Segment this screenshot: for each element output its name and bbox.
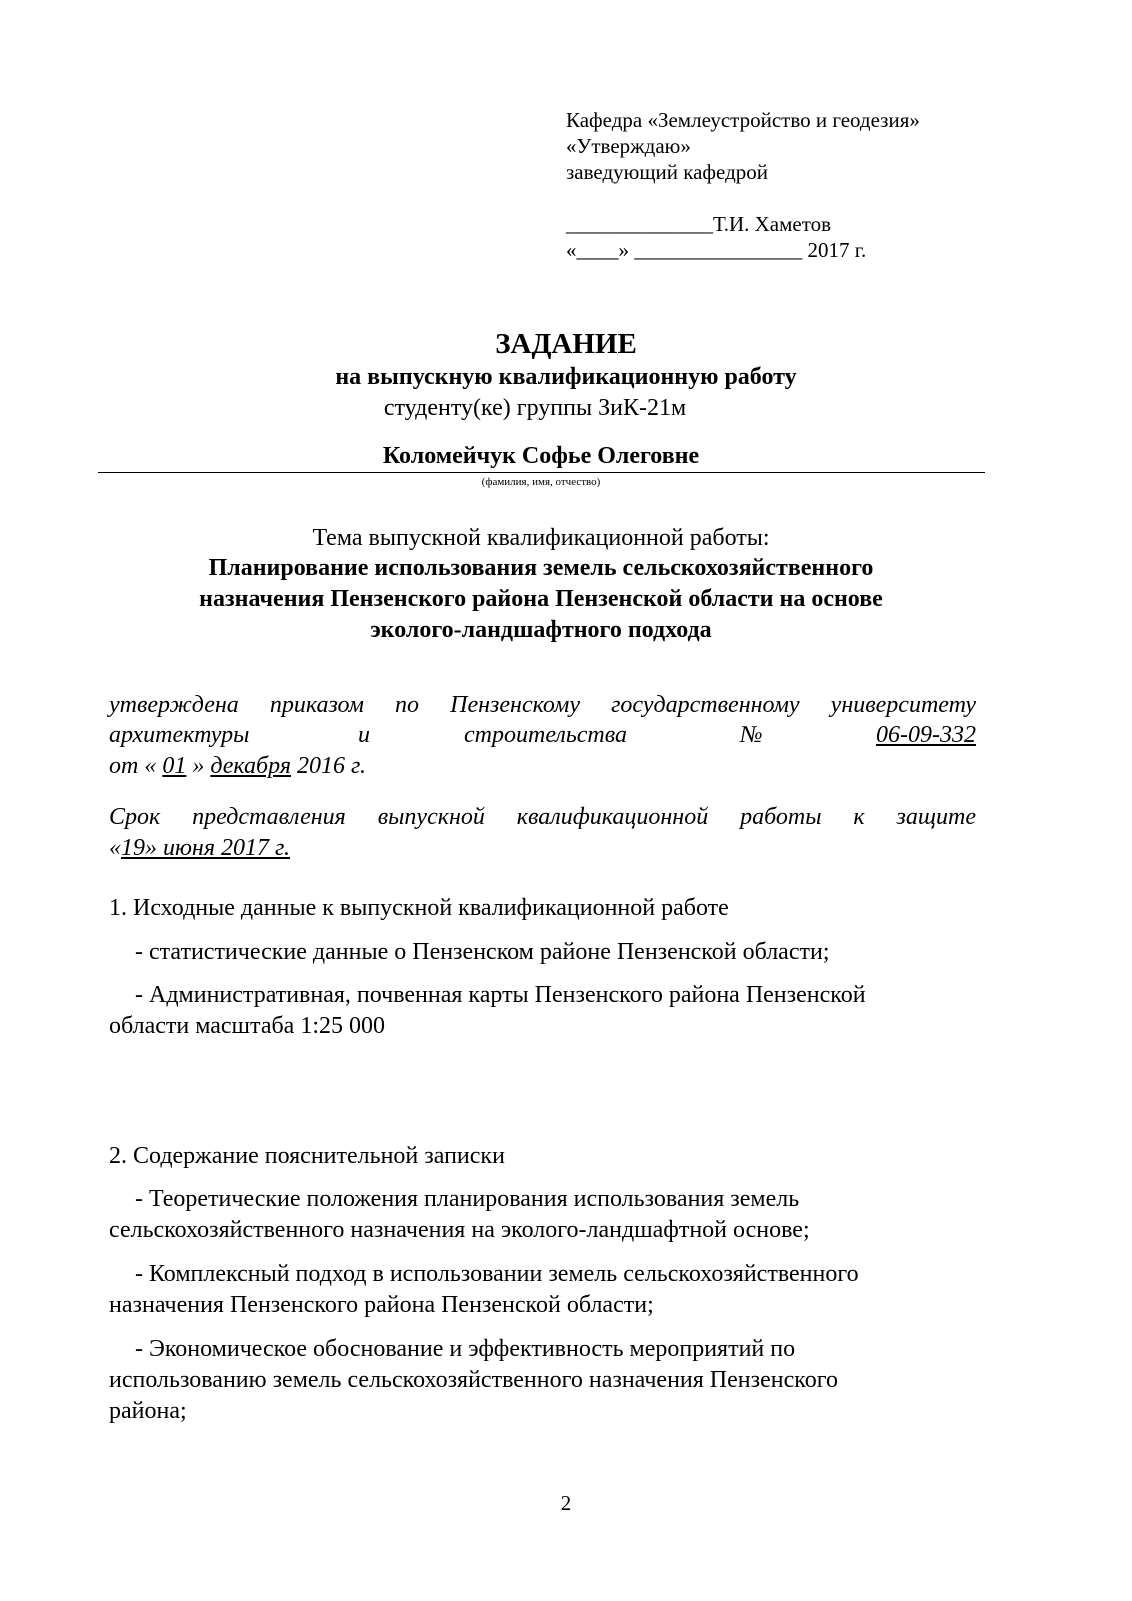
student-name: Коломейчук Софье Олеговне	[382, 443, 700, 469]
name-caption: (фамилия, имя, отчество)	[481, 476, 601, 488]
section2-item-3-line-2: использованию земель сельскохозяйственного назначения Пензенского	[109, 1367, 838, 1393]
order-year: 2016 г.	[296, 753, 367, 779]
section2-item-2-line-1: - Комплексный подход в использовании земель сельскохозяйственного	[135, 1261, 859, 1287]
deadline-date-line	[109, 833, 290, 863]
order-word-and: и	[358, 722, 370, 748]
group-line: студенту(ке) группы ЗиК-21м	[383, 395, 687, 421]
order-month: декабря	[210, 753, 291, 779]
section2-item-3-line-3: района;	[109, 1398, 187, 1424]
order-word-architecture: архитектуры	[109, 722, 250, 748]
section2-item-1-line-1: - Теоретические положения планирования использования земель	[135, 1186, 800, 1212]
topic-line-2: назначения Пензенского района Пензенской области на основе	[199, 586, 883, 612]
section2-item-3-line-1: - Экономическое обоснование и эффективность мероприятий по	[135, 1336, 796, 1362]
department-line: Кафедра «Землеустройство и геодезия»	[566, 108, 920, 132]
deadline-open-quote: «	[109, 835, 121, 861]
document-subtitle: на выпускную квалификационную работу	[335, 364, 797, 390]
section1-heading: 1. Исходные данные к выпускной квалификационной работе	[109, 895, 729, 921]
order-date-mid: »	[192, 753, 205, 779]
document-title: ЗАДАНИЕ	[495, 328, 637, 360]
topic-label: Тема выпускной квалификационной работы:	[312, 525, 770, 551]
deadline-rest: » июня 2017 г.	[145, 835, 291, 861]
name-underline	[98, 472, 985, 473]
order-date-prefix: от «	[109, 753, 157, 779]
order-word-construction: строительства	[464, 722, 627, 748]
order-number-sign: №	[740, 722, 763, 748]
page-number: 2	[560, 1491, 572, 1515]
section2-item-1-line-2: сельскохозяйственного назначения на эколого-ландшафтной основе;	[109, 1217, 810, 1243]
order-date-line	[109, 751, 366, 781]
section1-item-2-line-2: области масштаба 1:25 000	[109, 1013, 385, 1039]
order-number: 06-09-332	[876, 722, 976, 748]
section2-heading: 2. Содержание пояснительной записки	[109, 1143, 505, 1169]
topic-line-3: эколого-ландшафтного подхода	[370, 617, 712, 643]
signature-line: ______________Т.И. Хаметов	[566, 212, 832, 236]
section1-item-2-line-1: - Административная, почвенная карты Пензенского района Пензенской	[135, 982, 866, 1008]
approve-line: «Утверждаю»	[566, 134, 691, 158]
deadline-line-1: Срок представления выпускной квалификационной работы к защите	[109, 804, 976, 830]
order-line-1: утверждена приказом по Пензенскому государственному университету	[109, 692, 976, 718]
order-day: 01	[162, 753, 187, 779]
topic-line-1: Планирование использования земель сельскохозяйственного	[208, 555, 874, 581]
section2-item-2-line-2: назначения Пензенского района Пензенской области;	[109, 1292, 654, 1318]
approval-date-line: «____» ________________ 2017 г.	[566, 238, 867, 262]
deadline-day: 19	[121, 835, 145, 861]
section1-item-1: - статистические данные о Пензенском районе Пензенской области;	[135, 939, 830, 965]
position-line: заведующий кафедрой	[566, 160, 769, 184]
